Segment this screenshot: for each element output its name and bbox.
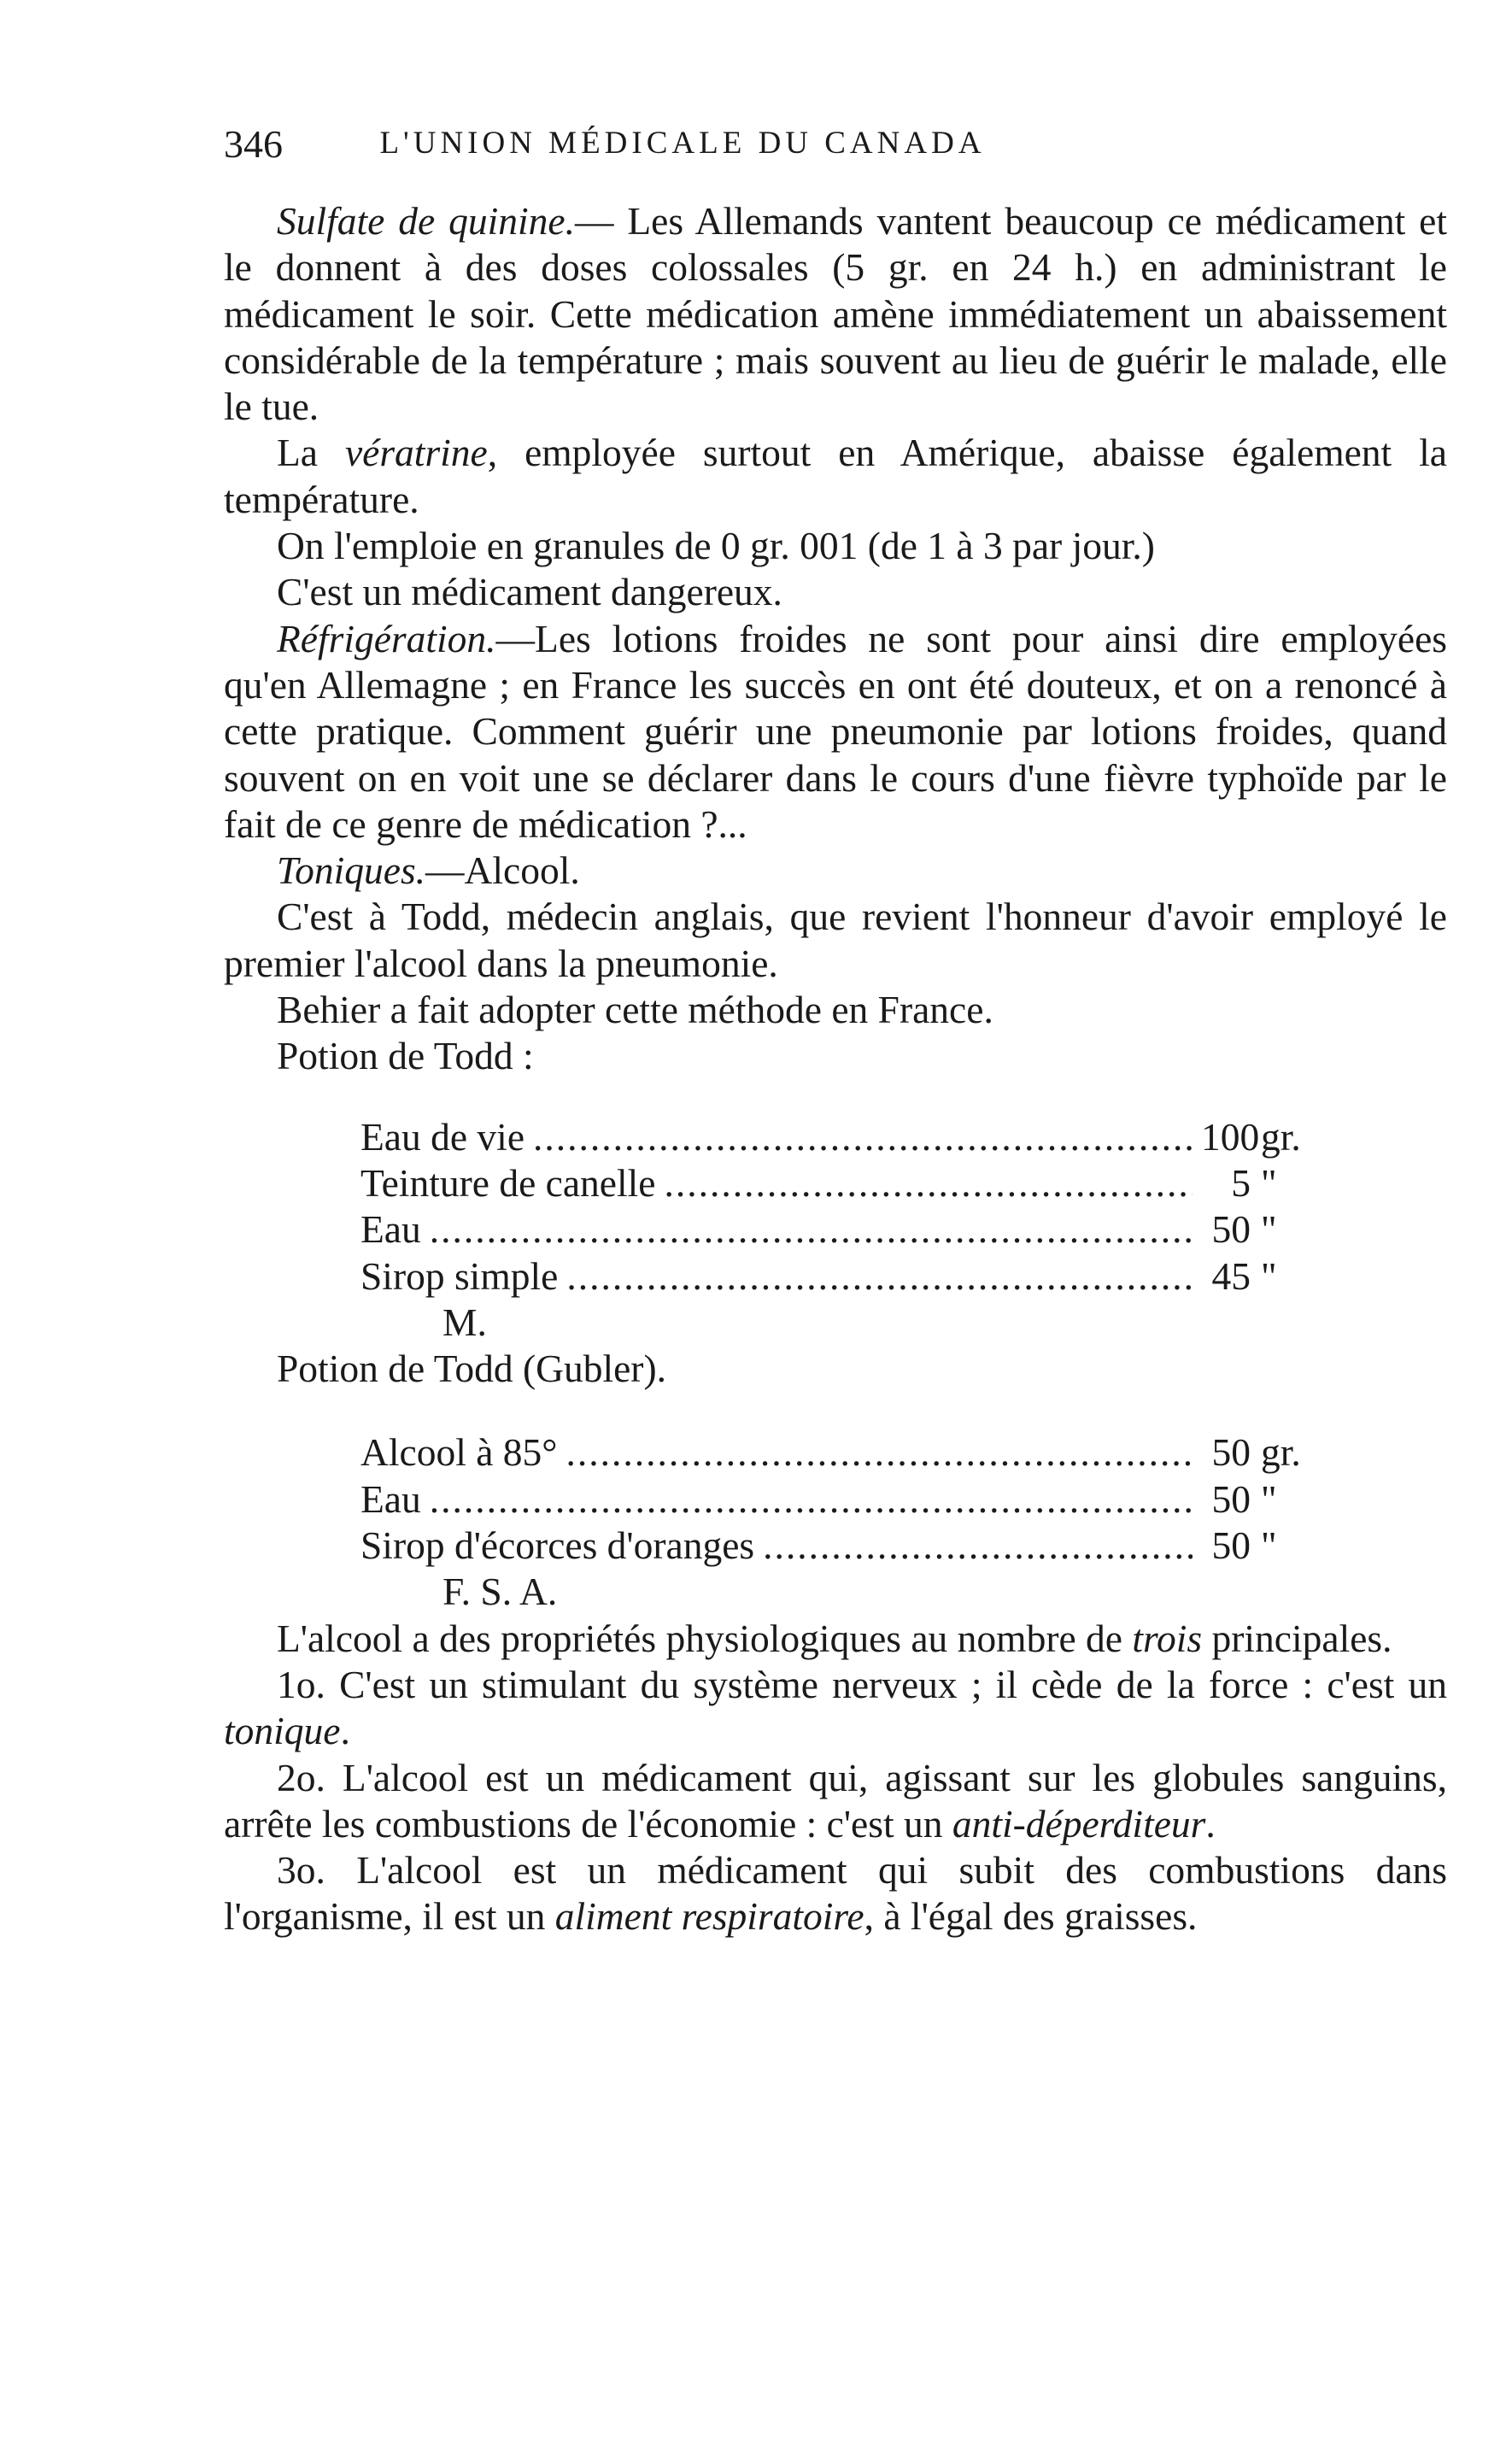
recipe-row — [360, 1429, 1314, 1476]
paragraph-point-2 — [224, 1755, 1447, 1848]
paragraph-refrigeration — [224, 616, 1447, 848]
paragraph-todd: C'est à Todd, médecin anglais, que revient l'honneur d'avoir employé le premier l'alcool dans la pneumonie. — [224, 895, 1447, 985]
leader-dots — [566, 1253, 1193, 1300]
text-veratrine: , employée surtout en Amérique, abaisse également la température. — [224, 431, 1447, 521]
recipe-row — [360, 1206, 1314, 1253]
text-refrigeration: —Les lotions froides ne sont pour ainsi dire employées qu'en Allemagne ; en France les succès en ont été douteux, et on a renoncé à cette pratique. Comment guérir une pneumonie par lotions froides, quand souvent on en voit une se déclarer dans le cours d'une fièvre typhoïde par le fait de ce genre de médication ?... — [224, 616, 1447, 846]
paragraph-point-3 — [224, 1847, 1447, 1940]
ingredient-unit: " — [1261, 1207, 1277, 1252]
recipe-row — [360, 1114, 1314, 1160]
recipe-row — [360, 1160, 1314, 1206]
text-veratrine-pre: La — [277, 431, 345, 475]
recipe-todd — [360, 1114, 1314, 1346]
text-point-3-end: , à l'égal des graisses. — [864, 1894, 1198, 1939]
text-point-3: 3o. L'alcool est un médicament qui subit des combustions dans l'organisme, il est un — [224, 1848, 1447, 1939]
page-number: 346 — [224, 122, 283, 166]
leader-dots — [664, 1160, 1193, 1206]
ingredient-name: Sirop simple — [360, 1253, 559, 1298]
term-veratrine: vératrine — [344, 431, 488, 475]
leader-dots — [430, 1206, 1193, 1253]
ingredient-name: Eau de vie — [360, 1114, 525, 1159]
ingredient-unit: gr. — [1261, 1114, 1301, 1159]
ingredient-name: Teinture de canelle — [360, 1160, 656, 1205]
leader-dots — [566, 1429, 1193, 1476]
ingredient-unit: gr. — [1261, 1430, 1301, 1475]
text-point-2: 2o. L'alcool est un médicament qui, agissant sur les globules sanguins, arrête les combustions de l'économie : c'est un — [224, 1755, 1447, 1846]
text-point-1-end: . — [340, 1709, 350, 1753]
text-alcool-intro-end: principales. — [1202, 1616, 1392, 1660]
term-anti-deperditeur: anti-déperditeur — [952, 1801, 1206, 1846]
ingredient-unit: " — [1261, 1476, 1277, 1521]
leader-dots — [533, 1114, 1193, 1160]
paragraph-point-1 — [224, 1662, 1447, 1755]
paragraph-veratrine — [224, 430, 1447, 523]
ingredient-name: Alcool à 85° — [360, 1430, 558, 1475]
paragraph-granules: On l'emploie en granules de 0 gr. 001 (de 1 à 3 par jour.) — [277, 524, 1155, 568]
term-sulfate: Sulfate de quinine. — [277, 199, 575, 243]
term-trois: trois — [1132, 1616, 1203, 1660]
recipe-signature: M. — [442, 1300, 487, 1344]
paragraph-dangerous: C'est un médicament dangereux. — [277, 570, 782, 614]
paragraph-behier: Behier a fait adopter cette méthode en France. — [277, 988, 993, 1032]
recipe-row — [360, 1523, 1314, 1569]
page-body — [224, 198, 1447, 1940]
leader-dots — [763, 1523, 1193, 1569]
potion1-title: Potion de Todd : — [277, 1034, 534, 1078]
ingredient-unit: " — [1261, 1160, 1277, 1205]
running-title: L'UNION MÉDICALE DU CANADA — [379, 126, 986, 161]
text-toniques: —Alcool. — [425, 848, 580, 893]
text-sulfate: — Les Allemands vantent beaucoup ce médicament et le donnent à des doses colossales (5 gr. en 24 h.) en administrant le médicament le soir. Cette médication amène immédiatement un abaissement considérable de la température ; mais souvent au lieu de guérir le malade, elle le tue. — [224, 199, 1447, 429]
ingredient-name: Eau — [360, 1207, 421, 1252]
recipe-row — [360, 1476, 1314, 1523]
ingredient-quantity: 5 — [1231, 1160, 1251, 1205]
term-refrigeration: Réfrigération. — [277, 616, 496, 660]
paragraph-sulfate — [224, 198, 1447, 430]
recipe-row — [360, 1253, 1314, 1300]
potion2-title: Potion de Todd (Gubler). — [277, 1347, 666, 1391]
ingredient-quantity: 50 — [1211, 1207, 1251, 1252]
term-toniques: Toniques. — [277, 848, 426, 893]
term-aliment-respiratoire: aliment respiratoire — [554, 1894, 864, 1939]
ingredient-unit: " — [1261, 1253, 1277, 1298]
ingredient-quantity: 50 — [1211, 1523, 1251, 1568]
paragraph-alcool-intro — [224, 1616, 1447, 1662]
ingredient-quantity: 50 — [1211, 1430, 1251, 1475]
leader-dots — [430, 1476, 1193, 1523]
term-tonique: tonique — [224, 1709, 341, 1753]
recipe-todd-gubler — [360, 1429, 1314, 1615]
paragraph-toniques — [224, 848, 1447, 894]
text-alcool-intro: L'alcool a des propriétés physiologiques au nombre de — [277, 1616, 1133, 1660]
recipe-signature: F. S. A. — [442, 1570, 558, 1614]
text-point-2-end: . — [1205, 1801, 1216, 1846]
ingredient-name: Sirop d'écorces d'oranges — [360, 1523, 755, 1568]
page-header — [224, 121, 1141, 173]
ingredient-quantity: 100 — [1201, 1114, 1260, 1159]
ingredient-unit: " — [1261, 1523, 1277, 1568]
text-point-1: 1o. C'est un stimulant du système nerveux ; il cède de la force : c'est un — [277, 1662, 1447, 1706]
ingredient-name: Eau — [360, 1476, 421, 1521]
ingredient-quantity: 45 — [1211, 1253, 1251, 1298]
ingredient-quantity: 50 — [1211, 1476, 1251, 1521]
